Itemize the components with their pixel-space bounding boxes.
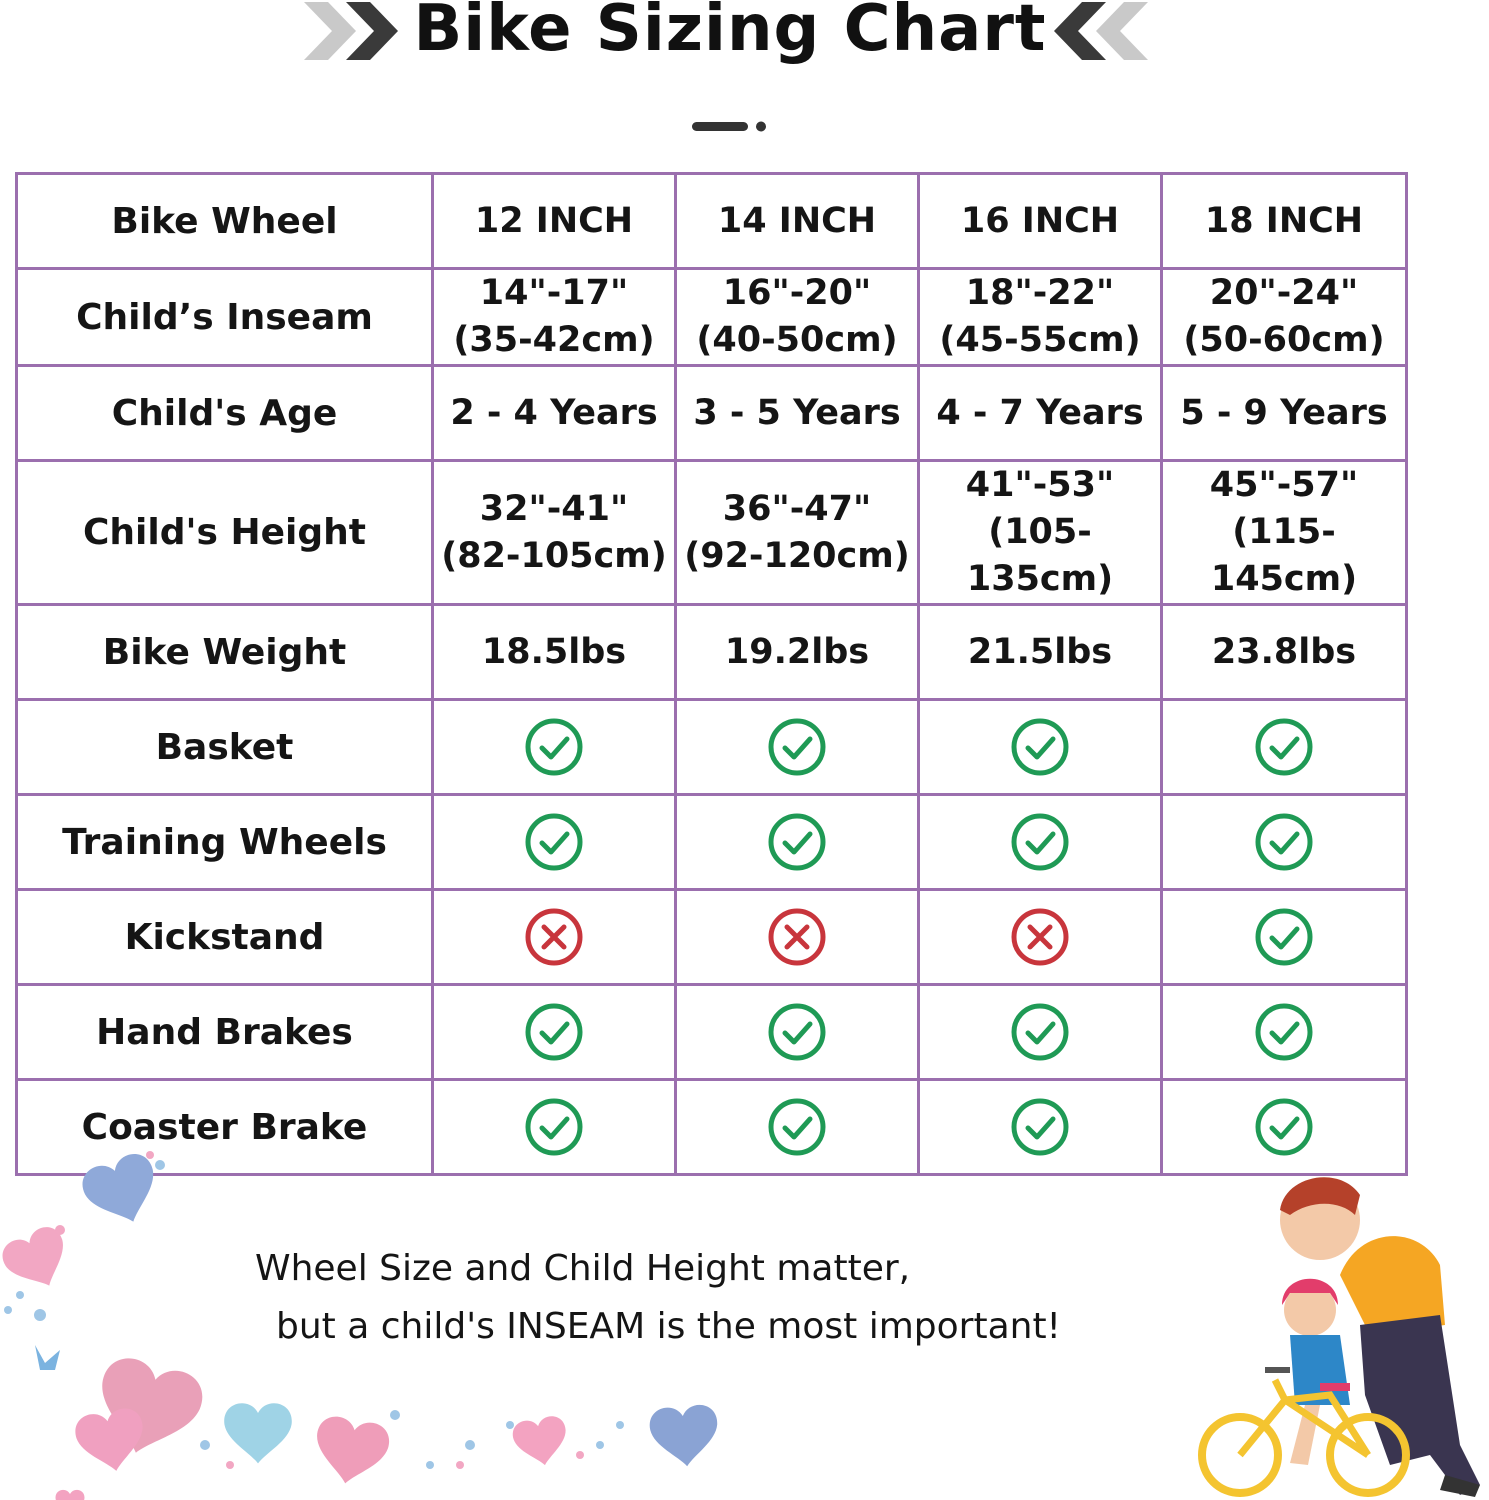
table-cell — [1162, 795, 1407, 890]
table-cell — [919, 605, 1162, 700]
heart-icon — [648, 1403, 721, 1469]
row-label: Coaster Brake — [17, 1080, 433, 1175]
row-label: Hand Brakes — [17, 985, 433, 1080]
cell-value-metric: (50-60cm) — [1183, 320, 1385, 360]
table-row — [17, 605, 1407, 700]
table-cell — [433, 700, 676, 795]
table-row — [17, 985, 1407, 1080]
cell-value: 16"-20" — [722, 273, 872, 313]
cell-value: 32"-41" — [479, 488, 629, 529]
table-cell — [676, 890, 919, 985]
table-row — [17, 366, 1407, 461]
table-row — [17, 269, 1407, 366]
table-row — [17, 795, 1407, 890]
row-label: Bike Weight — [17, 605, 433, 700]
table-cell — [919, 1080, 1162, 1175]
cell-value-metric: (82-105cm) — [441, 535, 667, 576]
cell-value-metric: (35-42cm) — [453, 320, 655, 360]
row-label: Kickstand — [17, 890, 433, 985]
table-row — [17, 700, 1407, 795]
hearts-decoration — [0, 1145, 760, 1500]
table-cell — [433, 795, 676, 890]
cell-value: 14"-17" — [479, 273, 629, 313]
cell-value: 3 - 5 Years — [693, 392, 901, 433]
table-cell — [1162, 605, 1407, 700]
table-cell — [919, 985, 1162, 1080]
check-icon — [766, 716, 828, 778]
check-icon — [1253, 906, 1315, 968]
check-icon — [1253, 1001, 1315, 1063]
table-cell — [919, 366, 1162, 461]
column-header: 12 INCH — [433, 174, 676, 269]
cell-value: 4 - 7 Years — [936, 392, 1144, 433]
row-label: Child’s Inseam — [17, 269, 433, 366]
cell-value: 18.5lbs — [481, 631, 627, 672]
cell-value-metric: (45-55cm) — [939, 320, 1141, 360]
table-cell — [433, 366, 676, 461]
check-icon — [766, 1096, 828, 1158]
header-row — [17, 174, 1407, 269]
table-cell — [433, 605, 676, 700]
row-label: Child's Age — [17, 366, 433, 461]
check-icon — [523, 716, 585, 778]
table-cell — [1162, 985, 1407, 1080]
check-icon — [766, 811, 828, 873]
check-icon — [1253, 716, 1315, 778]
table-cell — [1162, 461, 1407, 605]
table-cell — [433, 461, 676, 605]
chevrons-left-icon — [1050, 0, 1150, 62]
cell-value-metric: (40-50cm) — [696, 320, 898, 360]
cell-value-metric: (92-120cm) — [684, 535, 910, 576]
crown-icon — [35, 1345, 60, 1370]
row-label: Child's Height — [17, 461, 433, 605]
table-cell — [919, 461, 1162, 605]
table-cell — [1162, 1080, 1407, 1175]
cell-value: 18"-22" — [965, 273, 1115, 313]
row-label: Training Wheels — [17, 795, 433, 890]
heart-icon — [77, 1149, 167, 1234]
cell-value: 23.8lbs — [1211, 631, 1357, 672]
cell-value: 5 - 9 Years — [1180, 392, 1388, 433]
table-cell — [1162, 366, 1407, 461]
check-icon — [1009, 811, 1071, 873]
cell-value: 21.5lbs — [967, 631, 1113, 672]
table-cell — [676, 366, 919, 461]
column-header: 16 INCH — [919, 174, 1162, 269]
table-cell — [676, 269, 919, 366]
cell-value: 2 - 4 Years — [450, 392, 658, 433]
note-line-1: Wheel Size and Child Height matter, — [255, 1248, 911, 1289]
check-icon — [1009, 1001, 1071, 1063]
cross-icon — [766, 906, 828, 968]
table-cell — [919, 890, 1162, 985]
heart-icon — [224, 1403, 292, 1463]
check-icon — [523, 1001, 585, 1063]
table-cell — [676, 985, 919, 1080]
cell-value: 36"-47" — [722, 488, 872, 529]
check-icon — [1253, 1096, 1315, 1158]
parent-child-bike-illustration — [1190, 1165, 1489, 1500]
title-divider — [692, 120, 772, 134]
table-cell — [919, 795, 1162, 890]
table-cell — [1162, 890, 1407, 985]
table-cell — [676, 795, 919, 890]
column-header: 18 INCH — [1162, 174, 1407, 269]
heart-icon — [73, 1406, 150, 1477]
cross-icon — [523, 906, 585, 968]
cell-value-metric: (115-145cm) — [1210, 512, 1358, 599]
check-icon — [766, 1001, 828, 1063]
check-icon — [1253, 811, 1315, 873]
check-icon — [1009, 716, 1071, 778]
table-cell — [433, 890, 676, 985]
heart-icon — [56, 1490, 85, 1500]
table-cell — [919, 700, 1162, 795]
table-cell — [676, 605, 919, 700]
table-cell — [433, 985, 676, 1080]
cell-value: 45"-57" — [1209, 465, 1359, 505]
sizing-table — [15, 172, 1408, 1176]
cell-value: 19.2lbs — [724, 631, 870, 672]
heart-icon — [310, 1414, 393, 1490]
row-label: Bike Wheel — [17, 174, 433, 269]
row-label: Basket — [17, 700, 433, 795]
table-row — [17, 890, 1407, 985]
table-cell — [1162, 700, 1407, 795]
page-title: Bike Sizing Chart — [413, 0, 1047, 66]
check-icon — [523, 811, 585, 873]
table-cell — [433, 269, 676, 366]
table-cell — [919, 269, 1162, 366]
table-cell — [1162, 269, 1407, 366]
table-cell — [676, 700, 919, 795]
heart-icon — [0, 1222, 78, 1299]
column-header: 14 INCH — [676, 174, 919, 269]
cell-value: 20"-24" — [1209, 273, 1359, 313]
cross-icon — [1009, 906, 1071, 968]
note-line-2: but a child's INSEAM is the most important! — [276, 1306, 1061, 1347]
cell-value: 41"-53" — [965, 465, 1115, 505]
table-row — [17, 461, 1407, 605]
table-cell — [676, 461, 919, 605]
cell-value-metric: (105-135cm) — [966, 512, 1114, 599]
heart-icon — [511, 1414, 572, 1470]
check-icon — [1009, 1096, 1071, 1158]
title-bar — [0, 0, 1489, 80]
